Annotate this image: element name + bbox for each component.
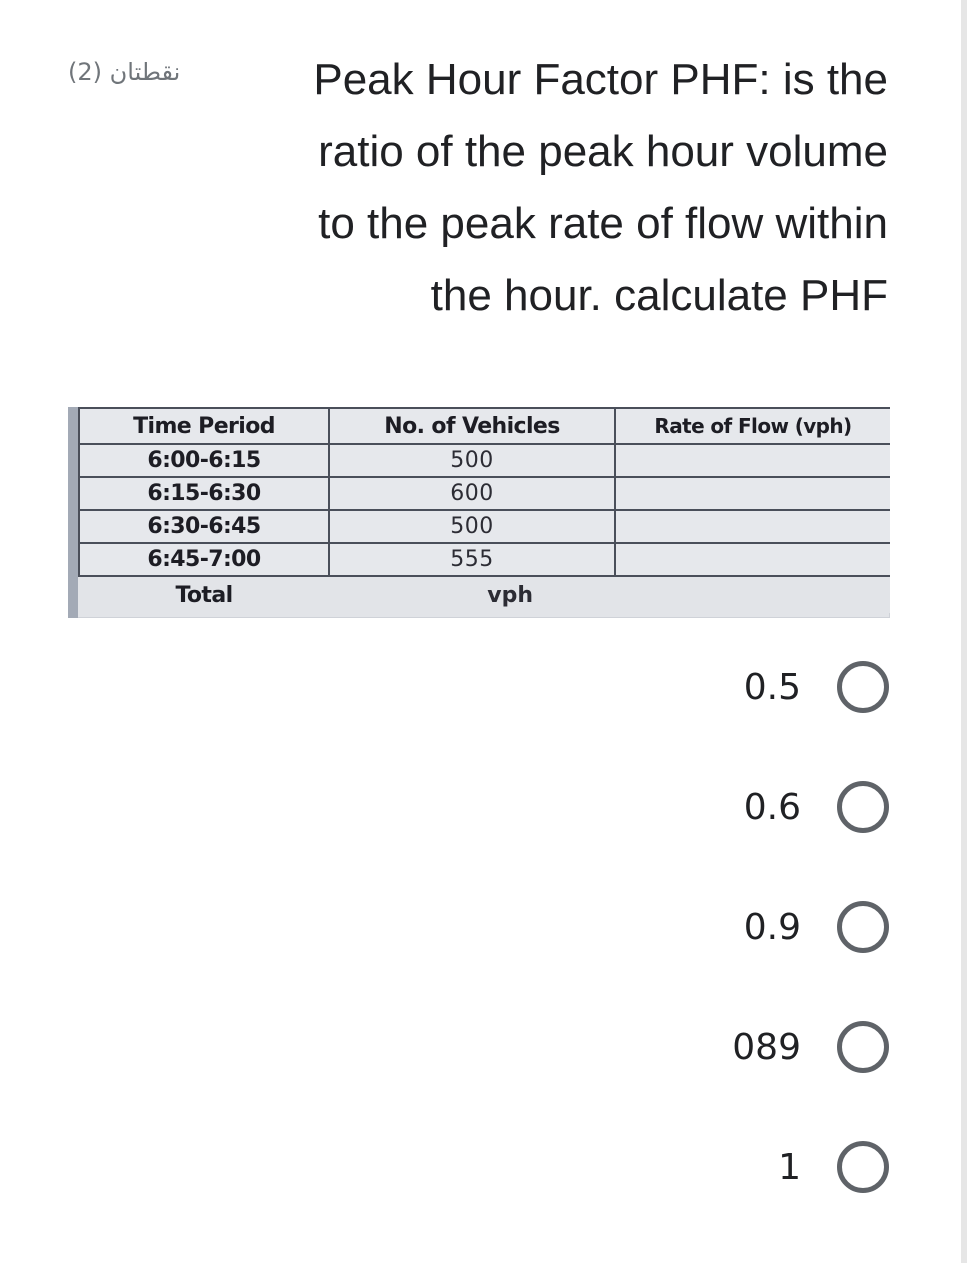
option-label: 0.6 [743,786,801,828]
cell-vehicles: 500 [329,444,615,477]
radio-circle-icon[interactable] [837,1141,889,1193]
radio-circle-icon[interactable] [837,901,889,953]
question-line-3: to the peak rate of flow within [318,199,888,248]
header-time-period: Time Period [79,408,329,444]
option-label: 089 [732,1026,801,1068]
question-line-4: the hour. calculate PHF [430,271,888,320]
answer-options [589,655,889,1255]
option-0-9[interactable] [589,895,889,959]
option-0-5[interactable] [589,655,889,719]
table-row [79,543,890,576]
question-text [215,44,888,332]
cell-vehicles: 600 [329,477,615,510]
total-rate-empty [615,576,890,613]
option-0-6[interactable] [589,775,889,839]
cell-rate [615,444,890,477]
question-table-image [68,407,890,618]
traffic-table [78,407,890,613]
cell-period: 6:15-6:30 [79,477,329,510]
cell-period: 6:30-6:45 [79,510,329,543]
points-label: نقطتان (2) [68,58,181,86]
question-line-1: Peak Hour Factor PHF: is the [313,55,888,104]
cell-vehicles: 555 [329,543,615,576]
cell-rate [615,543,890,576]
cell-period: 6:45-7:00 [79,543,329,576]
radio-circle-icon[interactable] [837,781,889,833]
radio-circle-icon[interactable] [837,1021,889,1073]
cell-vehicles: 500 [329,510,615,543]
option-1[interactable] [589,1135,889,1199]
table-row [79,477,890,510]
total-label: Total [79,576,329,613]
table-total-row [79,576,890,613]
radio-circle-icon[interactable] [837,661,889,713]
option-label: 0.9 [743,906,801,948]
cell-period: 6:00-6:15 [79,444,329,477]
table-row [79,510,890,543]
table-header-row [79,408,890,444]
option-089[interactable] [589,1015,889,1079]
total-unit: vph [329,576,615,613]
page-right-edge [961,0,967,1263]
cell-rate [615,510,890,543]
cell-rate [615,477,890,510]
header-rate-of-flow: Rate of Flow (vph) [615,408,890,444]
option-label: 0.5 [743,666,801,708]
table-row [79,444,890,477]
question-line-2: ratio of the peak hour volume [318,127,888,176]
option-label: 1 [778,1146,801,1188]
header-no-of-vehicles: No. of Vehicles [329,408,615,444]
